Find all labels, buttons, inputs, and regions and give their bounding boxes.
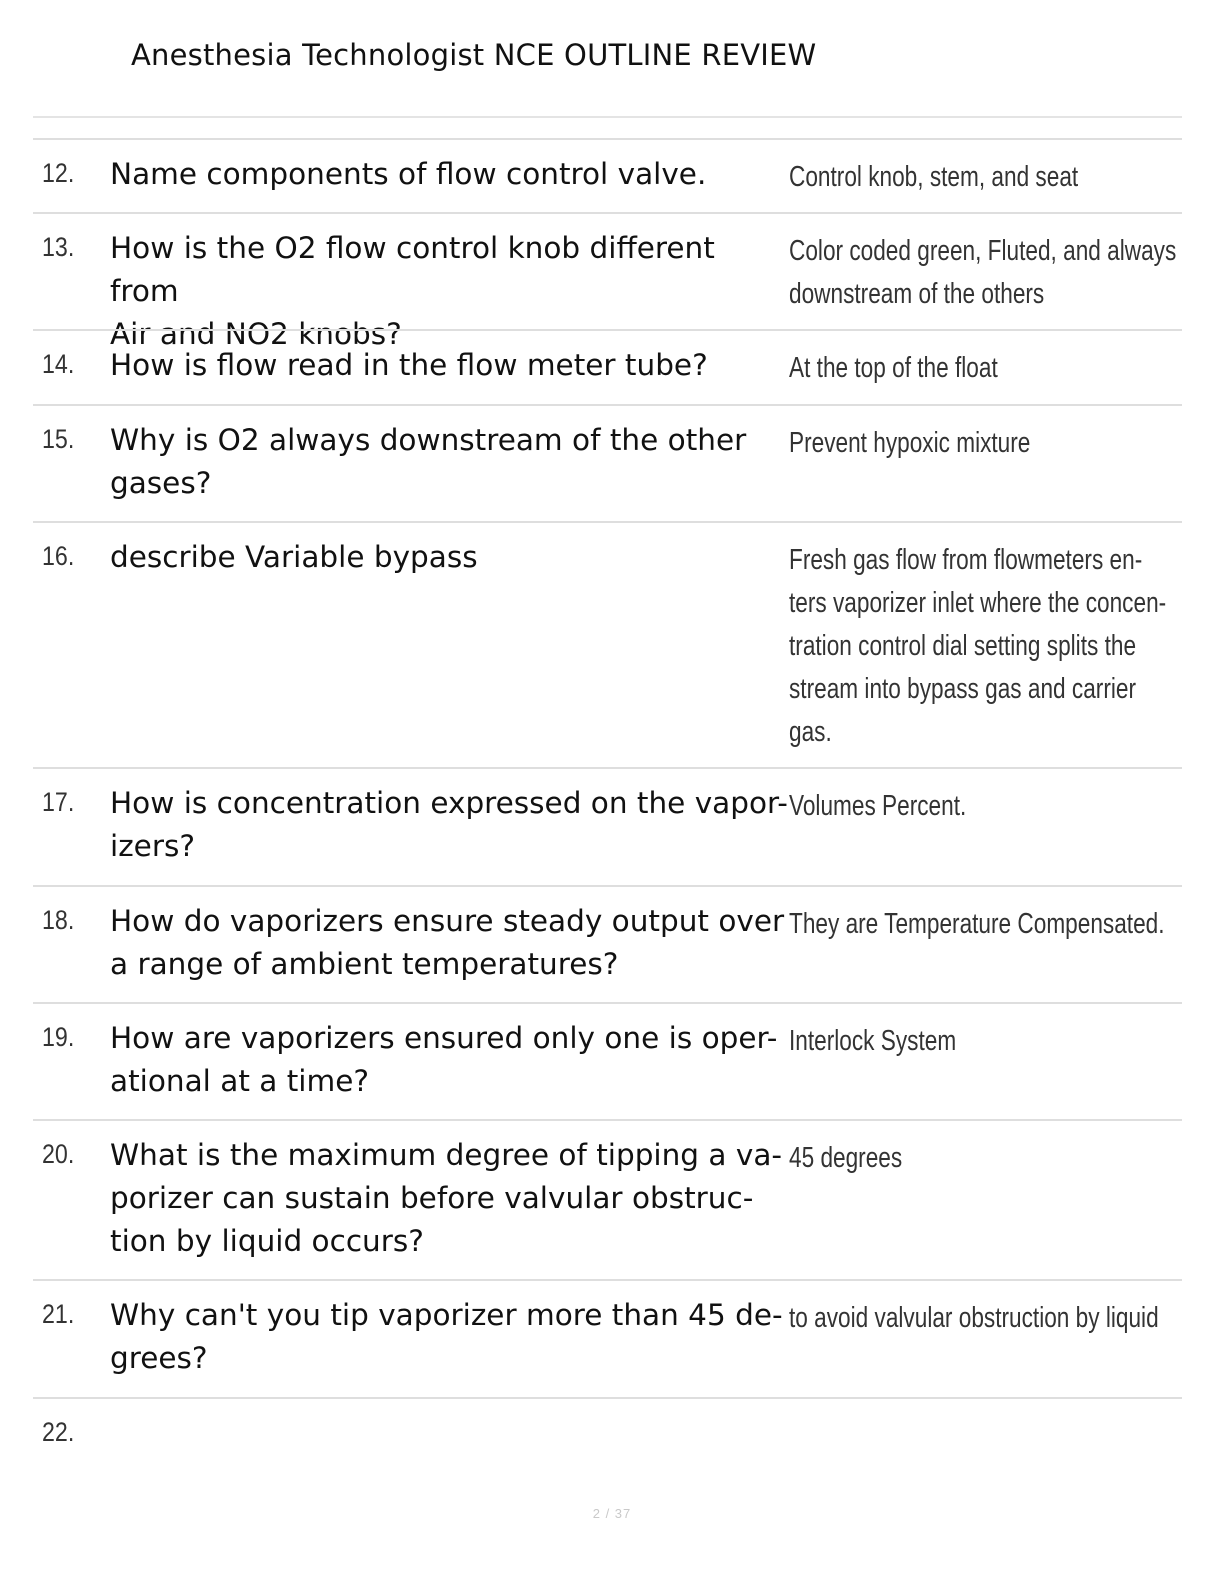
qa-row-15 [33, 404, 1182, 523]
item-question: How is concentration expressed on the vapor- izers? [110, 786, 788, 863]
item-answer: Control knob, stem, and seat [789, 161, 1079, 193]
qa-row-14 [33, 329, 1182, 406]
item-question: How do vaporizers ensure steady output over a range of ambient temperatures? [110, 904, 785, 981]
qa-row-16 [33, 521, 1182, 769]
qa-row-22 [33, 1397, 1182, 1469]
page-number: 2 / 37 [592, 1506, 632, 1521]
item-number: 17. [42, 787, 75, 817]
item-number: 12. [42, 158, 75, 188]
qa-row-18 [33, 885, 1182, 1004]
item-question: Name components of flow control valve. [110, 157, 707, 191]
item-number: 13. [42, 232, 75, 262]
item-answer: 45 degrees [789, 1142, 903, 1174]
item-question: How is flow read in the flow meter tube? [110, 348, 708, 382]
item-number: 18. [42, 905, 75, 935]
qa-row-17 [33, 767, 1182, 887]
item-answer: Fresh gas flow from flowmeters en- ters vaporizer inlet where the concen- tration control dial setting splits the stream into bypass gas and carrier gas. [789, 544, 1167, 748]
document-title: Anesthesia Technologist NCE OUTLINE REVIEW [131, 38, 817, 72]
item-number: 16. [42, 541, 75, 571]
qa-row-12 [33, 138, 1182, 214]
item-answer: Interlock System [789, 1025, 957, 1057]
item-answer: to avoid valvular obstruction by liquid [789, 1302, 1159, 1334]
item-answer: Prevent hypoxic mixture [789, 427, 1031, 459]
qa-row-19 [33, 1002, 1182, 1121]
item-question: describe Variable bypass [110, 540, 478, 574]
item-number: 20. [42, 1139, 75, 1169]
item-question: How is the O2 flow control knob different from Air and NO2 knobs? [110, 231, 715, 351]
item-number: 15. [42, 424, 75, 454]
top-divider [33, 116, 1182, 118]
item-number: 22. [42, 1417, 75, 1447]
item-number: 19. [42, 1022, 75, 1052]
qa-row-21 [33, 1279, 1182, 1399]
item-question: Why is O2 always downstream of the other gases? [110, 423, 747, 500]
item-answer: They are Temperature Compensated. [789, 908, 1165, 940]
item-question: Why can't you tip vaporizer more than 45 de- grees? [110, 1298, 783, 1375]
qa-row-13 [33, 212, 1182, 351]
item-number: 14. [42, 349, 75, 379]
qa-row-20 [33, 1119, 1182, 1281]
item-answer: Color coded green, Fluted, and always downstream of the others [789, 235, 1177, 310]
item-answer: Volumes Percent. [789, 790, 967, 822]
item-question: How are vaporizers ensured only one is oper- ational at a time? [110, 1021, 778, 1098]
item-answer: At the top of the float [789, 352, 998, 384]
item-question: What is the maximum degree of tipping a va- porizer can sustain before valvular obstruc- tion by liquid occurs? [110, 1138, 783, 1258]
item-number: 21. [42, 1299, 75, 1329]
